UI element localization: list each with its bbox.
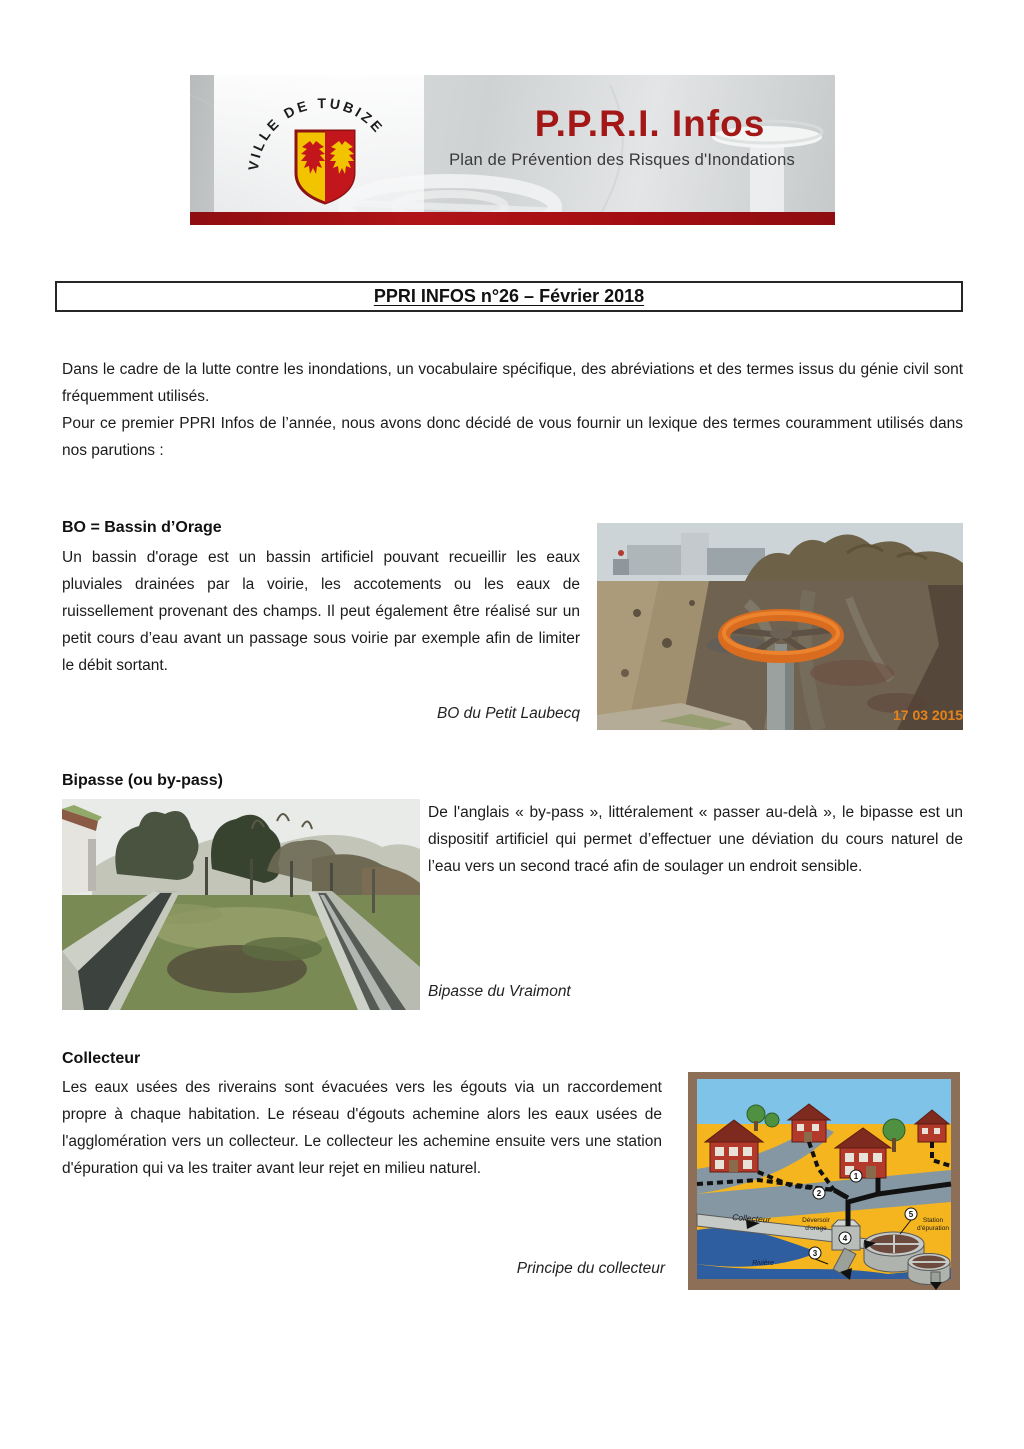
label-deversoir-line2: d'orage [805, 1225, 827, 1232]
shield-icon [296, 131, 354, 203]
banner-red-stripe [190, 212, 835, 225]
label-station-line1: Station [922, 1217, 944, 1224]
label-station-line2: d'épuration [917, 1225, 949, 1232]
bipasse-section-body: De l'anglais « by-pass », littéralement « passer au-delà », le bipasse est un dispositif artificiel qui permet d’effectuer une déviation du cours naturel de l’eau vers un second tracé afin de soulager un endroit sensible. [428, 804, 963, 875]
collecteur-section-heading: Collecteur [62, 1050, 141, 1067]
bo-photo-caption: BO du Petit Laubecq [436, 705, 580, 722]
bipasse-channel-photo-art [62, 799, 420, 1010]
label-deversoir-line1: Déversoir [802, 1217, 830, 1224]
intro-paragraphs [62, 356, 963, 464]
collecteur-diagram-caption: Principe du collecteur [516, 1260, 665, 1277]
collecteur-diagram [688, 1072, 960, 1290]
diagram-number-3: 3 [812, 1249, 818, 1258]
bo-photo [597, 523, 963, 730]
label-collecteur: Collecteur [731, 1212, 771, 1225]
diagram-number-5: 5 [908, 1210, 914, 1219]
diagram-number-4: 4 [842, 1234, 848, 1243]
collecteur-diagram-art [688, 1072, 960, 1290]
intro-paragraph-1: Dans le cadre de la lutte contre les inondations, un vocabulaire spécifique, des abréviations et des termes issus du génie civil sont fréquemment utilisés. [62, 361, 963, 405]
photo-date-stamp: 17 03 2015 [893, 707, 963, 723]
masthead-title-box [55, 281, 963, 312]
bipasse-section-heading: Bipasse (ou by-pass) [62, 772, 223, 789]
bipasse-photo [62, 799, 420, 1010]
label-riviere: Rivière [752, 1260, 774, 1267]
diagram-number-2: 2 [816, 1189, 822, 1198]
diagram-number-1: 1 [853, 1172, 859, 1181]
bipasse-photo-caption: Bipasse du Vraimont [428, 983, 571, 1000]
masthead-title: PPRI INFOS n°26 – Février 2018 [373, 286, 645, 306]
bo-basin-photo-art [597, 523, 963, 730]
banner-subtitle: Plan de Prévention des Risques d'Inondations [449, 151, 795, 169]
collecteur-section-body: Les eaux usées des riverains sont évacuées vers les égouts via un raccordement propre à chaque habitation. Le réseau d'égouts achemine alors les eaux usées de l'agglomération vers un collecteur. Le collecteur les achemine ensuite vers une station d'épuration qui va les traiter avant leur rejet en milieu naturel. [62, 1079, 662, 1177]
banner-title: P.P.R.I. Infos [534, 103, 766, 144]
banner-arc-text: VILLE DE TUBIZE [244, 94, 388, 172]
intro-paragraph-2: Pour ce premier PPRI Infos de l’année, nous avons donc décidé de vous fournir un lexique des termes couramment utilisés dans nos parutions : [62, 415, 963, 459]
header-banner [190, 75, 835, 225]
bo-section-heading: BO = Bassin d’Orage [62, 519, 222, 536]
tubize-coat-of-arms [230, 89, 420, 215]
bo-section-body: Un bassin d'orage est un bassin artificiel pouvant recueillir les eaux pluviales drainées par la voirie, les accotements ou les eaux de ruissellement provenant des champs. Il peut également être réalisé sur un petit cours d’eau avant un passage sous voirie par exemple afin de limiter le débit sortant. [62, 549, 580, 674]
